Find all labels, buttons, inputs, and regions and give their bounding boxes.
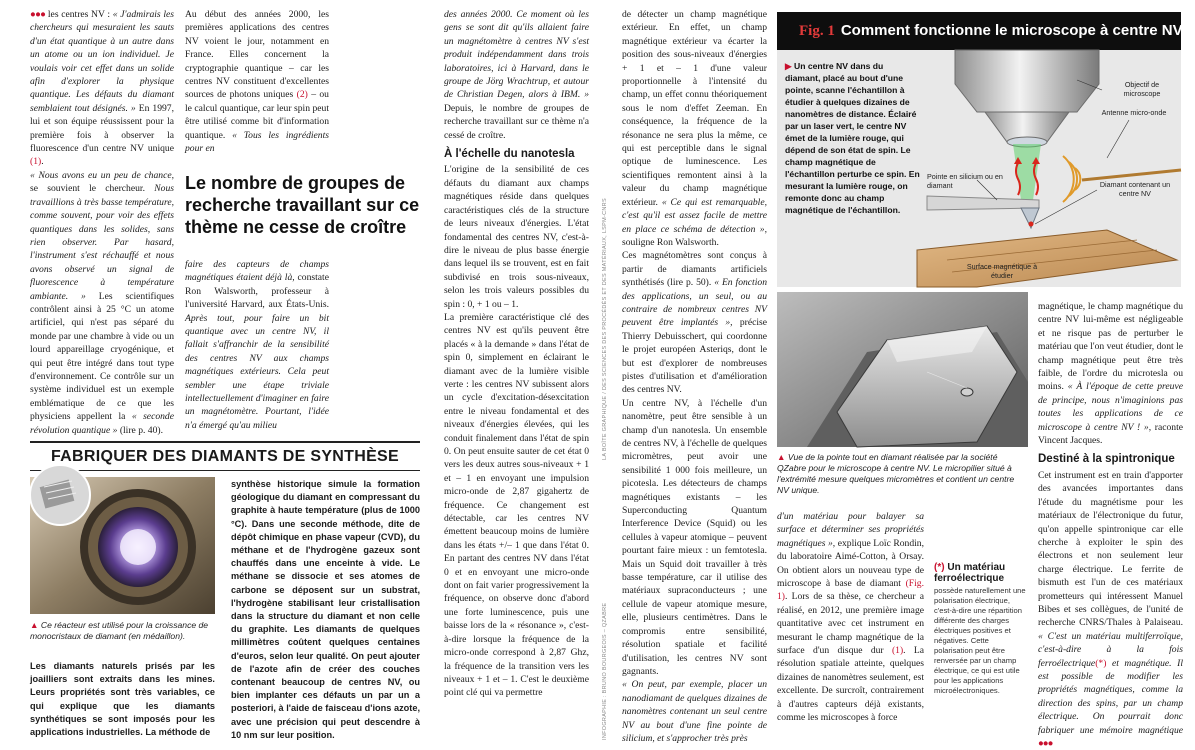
text: En 1997, lui et son équipe réussissent pour la première fois à observer la fluorescence d'un centre NV unique <box>30 102 174 155</box>
figure-description <box>785 60 920 216</box>
text: se souvient le chercheur. <box>30 183 145 195</box>
continuation-bullets: ●●● <box>30 9 46 20</box>
text: de détecter un champ magnétique extérieur. En effet, un champ magnétique extérieur va écarter la position des sous-niveaux d'énergies + 1 et – 1 d'une valeur proportionnelle à l'intensité du champ, un effet connu théoriquement sous le nom d'effet Zeeman. En conséquence, la fréquence de la résonance ne sera plus la même, ce qui est perceptible dans le signal optique de luminescence. Les scientifiques remontent ainsi à la valeur du champ magnétique extérieur. <box>622 9 767 208</box>
text: . Lors de sa thèse, ce chercheur a réalisé, en 2012, une première image quantitative avec cet instrument en mesurant le champ magnétique de la surface d'un disque dur <box>777 591 924 657</box>
article-column-2-bottom <box>185 258 329 431</box>
quote: « J'admirais les chercheurs qui mesuraient les sauts d'un état quantique à un autre dans un atome ou un ion individuel. Je voulais voir cet effet dans un solide afin d'explorer la physique quantique. Les défauts du diamant semblaient tout désignés. » <box>30 9 174 114</box>
figure-header <box>777 12 1181 50</box>
label-tip: Pointe en silicium ou en diamant <box>927 172 1003 190</box>
photo-caption-text: Vue de la pointe tout en diamant réalisée par la société QZabre pour le microscope à centre NV. Le micropilier situé à l'extrémité mesure quelques micromètres et contient un centre NV unique. <box>777 452 1015 495</box>
text: Les scientifiques contrôlent ainsi à 25 °C un atome artificiel, qui n'est pas séparé du monde par une chambre à vide ou un lourd appareillage cryogénique, et qui peut être intégré dans tout type d'environnement. Ce contrôle sur un système individuel est un exemple emblématique de ce que les physiciens appellent la <box>30 290 174 423</box>
text: synthèse historique simule la formation géologique du diamant en compressant du graphite à haute température (plus de 1000 °C). Dans une seconde méthode, dite de dépôt chimique en phase vapeur (CVD), du méthane et de l'hydrogène gazeux sont chauffés dans une enceinte à vide. Le méthane se dissocie et ses atomes de carbone se déposent sur un substrat, l'hydrogène stabilisant leur cristallisation dans la structure du diamant et non celle du graphite. Les diamants de quelques millimètres coûtent quelques centaines d'euros, selon leur qualité. On peut ajouter de l'azote afin de créer des couches contenant beaucoup de centres NV, ou bien implanter ces défauts un par un a posteriori, à l'aide de faisceau d'ions azote, avec une précision qui peut descendre à 10 nm sur leur position. <box>231 479 420 740</box>
box-top-rule <box>30 441 420 443</box>
text: (lire p. 40). <box>119 424 163 436</box>
quote: « On peut, par exemple, placer un nanodiamant de quelques dizaines de nanomètres contenant un seul centre NV au bout d'une fine pointe de silicium, et s'approcher très près <box>622 679 767 744</box>
photo-caption <box>777 452 1028 496</box>
pull-quote: Le nombre de groupes de recherche travaillant sur ce thème ne cesse de croître <box>185 173 420 237</box>
quote: d'un matériau pour balayer sa surface et déterminer ses propriétés magnétiques », <box>777 511 924 549</box>
quote: « Nous avons eu un peu de chance, <box>30 169 174 181</box>
text: . <box>41 156 44 168</box>
text: explique Loïc Rondin, du laboratoire Aimé-Cotton, à Orsay. On obtient alors un nouveau type de microscope à base de diamant <box>777 537 924 590</box>
sidebar-heading <box>934 562 1028 584</box>
box-text-left <box>30 660 215 748</box>
article-column-2-top <box>185 8 329 168</box>
definition-sidebar <box>934 562 1028 696</box>
text: précise Thierry Debuisschert, qui coordonne le projet européen Asteriqs, dont le but est d'explorer de nombreuses pistes d'utilisation et d'amélioration des centres NV. <box>622 317 767 396</box>
figure-number: Fig. 1 <box>799 23 835 39</box>
reference-marker: (1) <box>891 645 904 657</box>
quote: « En fonction des applications, un seul, ou au contraire de nombreux centres NV peuvent être implantés », <box>622 277 767 329</box>
sidebar-heading-text: Un matériau ferroélectrique <box>934 562 1006 584</box>
article-column-3 <box>444 8 589 748</box>
box-text-right <box>231 478 420 748</box>
reactor-photo <box>30 477 215 614</box>
paragraph: La première caractéristique clé des centres NV est qu'ils peuvent être placés « à la demande » dans l'état de spin 0, simplement en éclairant le diamant avec de la lumière visible verte : les centres NV subissent alors un cycle d'excitation-désexcitation entre le niveau fondamental et des niveaux d'énergies élevées, qui les conduit finalement dans l'état de spin 0. On peut ensuite sauter de cet état 0 vers les deux autres sous-niveaux + 1 et – 1 en envoyant une impulsion micro-onde de 2,87 gigahertz de fréquence. Ce changement est détectable, car les centres NV émettent beaucoup moins de lumière dans les états +/– 1 que dans l'état 0. En partant des centres NV dans l'état 0 et en envoyant une micro-onde dont on fait varier progressivement la fréquence, on observe donc d'abord une forte luminescence, puis une baisse lors de la « résonance », c'est-à-dire lorsque la fréquence de la micro-onde correspond à 2,87 Ghz, la fréquence de la transition vers les niveaux + 1 et – 1. C'est le deuxième point clé qui va permettre <box>444 311 589 699</box>
text: magnétique, le champ magnétique du centre NV lui-même est négligeable et ne risque pas de perturber le matériau que l'on veut étudier, dont le champ magnétique peut être très faible, de l'ordre du microtesla ou moins. <box>1038 301 1183 393</box>
text: Ces magnétomètres sont conçus à partir de diamants artificiels synthétisés (lire p. 50). <box>622 250 767 289</box>
caption-text: Ce réacteur est utilisé pour la croissance de monocristaux de diamant (en médaillon). <box>30 620 209 641</box>
text: raconte Vincent Jacques. <box>1038 421 1183 447</box>
reactor-illustration <box>30 477 215 614</box>
article-column-4 <box>622 8 767 748</box>
article-column-1 <box>30 8 174 436</box>
sidebar-mark: (*) <box>934 562 945 573</box>
quote: Nous travaillions à très basse température, comme souvent, pour voir des effets quantiques dans les solides, sans rien observer. Par hasard, l'instrument s'est réchauffé et nous avons observé un signal de fluorescence à température ambiante. » <box>30 183 174 302</box>
quote: et magnétique. Il est possible de modifier les propriétés magnétiques, comme la direction des spins, par un champ électrique. On pourrait donc fabriquer une mémoire magnétique <box>1038 657 1183 736</box>
text: les centres NV : <box>47 9 111 20</box>
description-arrow-icon: ▶ <box>785 61 792 71</box>
caption-arrow-icon: ▲ <box>30 620 39 630</box>
reference-marker: (1) <box>30 156 42 168</box>
reactor-caption <box>30 620 215 642</box>
reference-marker: (*) <box>1095 657 1107 669</box>
label-surface: Surface magnétique à étudier <box>966 262 1038 280</box>
continuation-bullets: ●●● <box>1038 738 1053 749</box>
figure-reference: (Fig. 1) <box>777 578 924 603</box>
paragraph: Un centre NV, à l'échelle d'un nanomètre, peut être sensible à un champ d'un nanotesla. Un ensemble de centres NV, à l'échelle de quelques micromètres, peut avoir une sensibilité 1 000 fois meilleure, un picotesla. Les détecteurs de champs magnétiques existants – les Superconducting Quantum Interference Device (Squid) ou les cellules à vapeur atomique – peuvent pourtant faire mieux : un femtotesla. Mais un Squid doit travailler à très basse température, car il utilise des matériaux supraconducteurs ; une cellule de vapeur atomique mesure, elle, plusieurs centimètres. Dans le compromis entre sensibilité, résolution spatiale et facilité d'utilisation, les centres NV sont gagnants. <box>622 397 767 677</box>
infographic-credit: LA BOÎTE GRAPHIQUE / DES SCIENCES DES PROCÉDÉS ET DES MATÉRIAUX, LSPM-CNRS <box>602 198 608 460</box>
quote: « C'est un matériau multiferroïque, c'est-à-dire à la fois ferroélectrique <box>1038 630 1183 669</box>
text: constate Ron Walsworth, professeur à l'université Harvard, aux États-Unis. <box>185 272 329 311</box>
sidebar-text: possède naturellement une polarisation électrique, c'est-à-dire une répartition différente des charges électriques positives et négatives. Cette polarisation peut être renversée par un champ électrique, ce qui est utile pour les applications microélectroniques. <box>934 586 1026 695</box>
label-objective: Objectif de microscope <box>1123 80 1161 98</box>
text: Les diamants naturels prisés par les joailliers sont extraits dans les mines. Leurs propriétés sont très variables, ce qui explique que les diamants synthétiques se sont imposés pour les applications industrielles. La méthode de <box>30 661 215 738</box>
article-column-5 <box>777 510 924 748</box>
figure-description-text: Un centre NV dans du diamant, placé au bout d'une pointe, scanne l'échantillon à étudier à quelques dizaines de nanomètres de distance. Éclairé par un laser vert, le centre NV émet de la lumière rouge, qui dépend de son état de spin. Le champ magnétique de l'échantillon perturbe ce spin. En mesurant la lumière rouge, on remonte donc au champ magnétique de l'échantillon. <box>785 61 920 215</box>
quote: faire des capteurs de champs magnétiques étaient déjà là, <box>185 259 329 284</box>
caption-arrow-icon: ▲ <box>777 452 786 462</box>
box-title: FABRIQUER DES DIAMANTS DE SYNTHÈSE <box>50 448 399 465</box>
quote: Après tout, pour faire un bit quantique avec un centre NV, il fallait s'affranchir de la sensibilité des centres NV aux champs magnétiques extérieurs. Cela peut sembler une étape triviale intellectuellement d'imaginer en faire un magnétomètre. Pourtant, l'idée n'a émergé qu'au milieu <box>185 312 329 431</box>
box-title-rule <box>30 470 420 471</box>
section-heading: Destiné à la spintronique <box>1038 453 1175 466</box>
text: Au début des années 2000, les premières applications des centres NV voient le jour, notamment en France. Elles concernent la cryptographie quantique – car les centres NV constituent d'excellentes sources de photons uniques <box>185 9 329 101</box>
reference-marker: (2) <box>296 89 308 101</box>
quote: des années 2000. Ce moment où les gens se sont dit qu'ils allaient faire un magnétomètre à centres NV s'est produit indépendamment dans trois laboratoires, ici à Harvard, dans le groupe de Jörg Wrachtrup, et autour de Christian Degen, alors à IBM. » <box>444 9 589 101</box>
figure-diagram <box>777 50 1181 287</box>
paragraph: L'origine de la sensibilité de ces défauts du diamant aux champs magnétiques réside dans quelques caractéristiques clés de la structure de leurs niveaux d'énergies. L'état fondamental des centres NV, c'est-à-dire le niveau de plus basse énergie dans lequel ils se trouvent, est en fait subdivisé en trois sous-niveaux, selon les trois valeurs possibles du spin : 0, + 1 ou – 1. <box>444 164 589 310</box>
figure-title: Comment fonctionne le microscope à centre NV <box>840 22 1183 39</box>
text: – ou le calcul quantique, car leur spin peut être utilisé comme bit d'information quantique. <box>185 89 329 141</box>
text: . La résolution spatiale atteinte, quelques dizaines de nanomètres seulement, est excellente. De surcroît, contrairement à d'autres capteurs déjà existants, comme les microscopes à force <box>777 645 924 724</box>
quote: « Ce qui est remarquable, c'est qu'il est assez facile de mettre en place ce schéma de détection », <box>622 196 767 235</box>
section-heading: À l'échelle du nanotesla <box>444 148 575 161</box>
text: Depuis, le nombre de groupes de recherche travaillant sur ce thème n'a cessé de croître. <box>444 102 589 141</box>
tip-sem-image <box>777 292 1028 447</box>
photo-credit: INFOGRAPHIE : BRUNO BOURGEOIS – QZABRE <box>602 602 608 740</box>
label-diamond: Diamant contenant un centre NV <box>1099 180 1171 198</box>
diamond-tip-photo <box>777 292 1028 447</box>
label-antenna: Antenne micro-onde <box>1101 108 1167 117</box>
quote: « seconde révolution quantique » <box>30 411 174 436</box>
text: souligne Ron Walsworth. <box>622 236 719 248</box>
quote: « Tous les ingrédients pour en <box>185 129 329 155</box>
quote: « À l'époque de cette preuve de principe, nous n'imaginions pas toutes les applications de ce microscope à centre NV ! », <box>1038 381 1183 433</box>
article-column-6 <box>1038 300 1183 748</box>
text: Cet instrument est en train d'apporter des avancées importantes dans l'étude du magnétisme pour les matériaux de l'électronique du futur, qu'on appelle spintronique car elle cherche à exploiter le spin des électrons et non seulement leur charge électrique. Le ferrite de bismuth est l'un de ces matériaux prometteurs qui intéressent Manuel Bibes et ses collègues, de l'unité de recherche CNRS/Thales à Palaiseau. <box>1038 469 1183 629</box>
